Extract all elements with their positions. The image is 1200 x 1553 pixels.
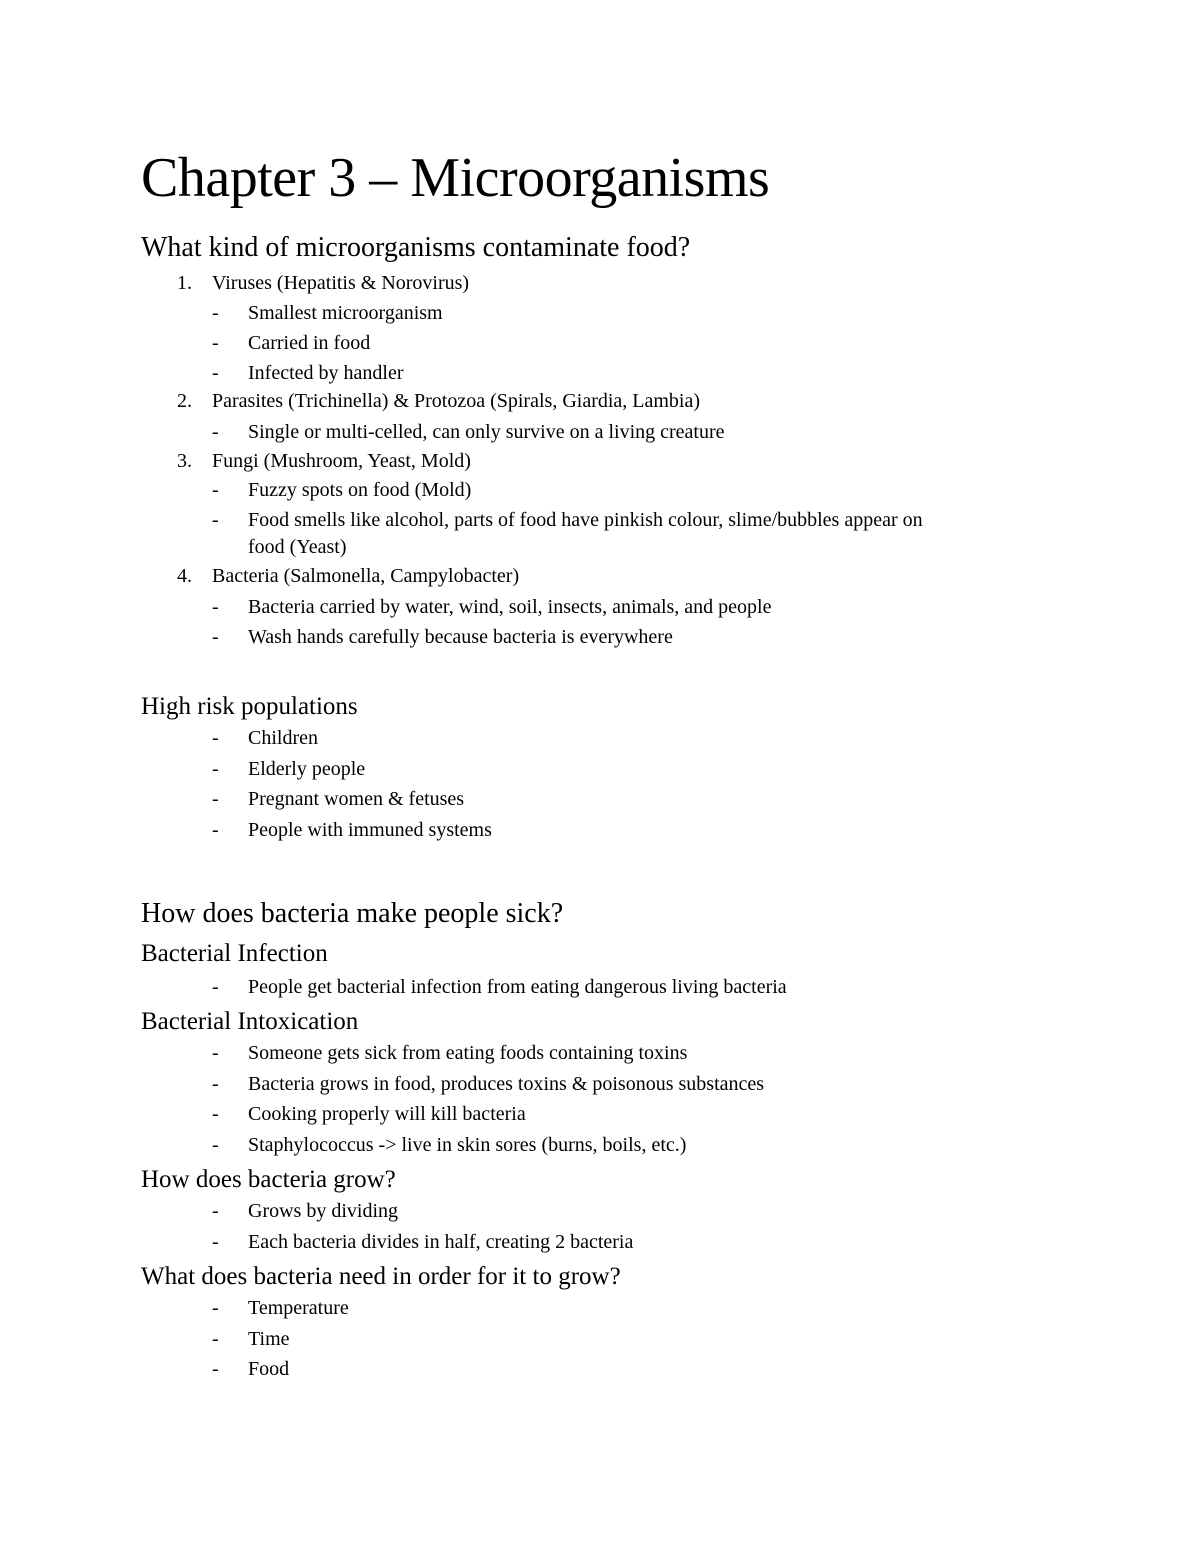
list-number: 4. [177,565,192,587]
list-number: 1. [177,272,192,294]
bullet-dash: - [212,1073,219,1095]
bullet-dash: - [212,362,219,384]
bullet-dash: - [212,1328,219,1350]
sub-list-item: Carried in food [248,332,371,354]
list-item: Grows by dividing [248,1200,398,1222]
sub-list-item: Food smells like alcohol, parts of food have pinkish colour, slime/bubbles appear on [248,509,923,531]
list-item: Pregnant women & fetuses [248,788,465,810]
bullet-dash: - [212,788,219,810]
subheading-bacteria-grow: How does bacteria grow? [141,1166,396,1193]
bullet-dash: - [212,479,219,501]
list-item: Bacteria grows in food, produces toxins & poisonous substances [248,1073,765,1095]
sub-list-item: Single or multi-celled, can only survive on a living creature [248,421,725,443]
list-item: Temperature [248,1297,349,1319]
bullet-dash: - [212,727,219,749]
list-item: Someone gets sick from eating foods containing toxins [248,1042,688,1064]
list-item: Fungi (Mushroom, Yeast, Mold) [212,450,471,472]
bullet-dash: - [212,1134,219,1156]
page-title: Chapter 3 – Microorganisms [141,147,770,209]
sub-list-item: Wash hands carefully because bacteria is everywhere [248,626,673,648]
sub-list-item: Bacteria carried by water, wind, soil, insects, animals, and people [248,596,772,618]
sub-list-item: Fuzzy spots on food (Mold) [248,479,472,501]
bullet-dash: - [212,509,219,531]
list-item: People with immuned systems [248,819,492,841]
bullet-dash: - [212,819,219,841]
sub-list-item: Infected by handler [248,362,404,384]
bullet-dash: - [212,1231,219,1253]
list-item: Elderly people [248,758,366,780]
section-heading-high-risk: High risk populations [141,693,358,720]
subheading-bacteria-needs: What does bacteria need in order for it to grow? [141,1263,621,1290]
list-number: 3. [177,450,192,472]
list-item: Time [248,1328,290,1350]
subheading-bacterial-intoxication: Bacterial Intoxication [141,1008,359,1035]
sub-list-item: Smallest microorganism [248,302,443,324]
list-item: Food [248,1358,290,1380]
bullet-dash: - [212,1103,219,1125]
subheading-bacterial-infection: Bacterial Infection [141,940,328,967]
list-item: Children [248,727,318,749]
list-item: Staphylococcus -> live in skin sores (burns, boils, etc.) [248,1134,687,1156]
bullet-dash: - [212,626,219,648]
bullet-dash: - [212,302,219,324]
bullet-dash: - [212,758,219,780]
list-item: Each bacteria divides in half, creating 2 bacteria [248,1231,634,1253]
list-item: Cooking properly will kill bacteria [248,1103,526,1125]
bullet-dash: - [212,1200,219,1222]
section-heading-microorganisms: What kind of microorganisms contaminate food? [141,232,691,263]
bullet-dash: - [212,421,219,443]
bullet-dash: - [212,332,219,354]
bullet-dash: - [212,1297,219,1319]
list-item: People get bacterial infection from eating dangerous living bacteria [248,976,787,998]
bullet-dash: - [212,1358,219,1380]
list-item: Viruses (Hepatitis & Norovirus) [212,272,470,294]
bullet-dash: - [212,596,219,618]
bullet-dash: - [212,1042,219,1064]
list-item: Bacteria (Salmonella, Campylobacter) [212,565,520,587]
list-number: 2. [177,390,192,412]
sub-list-item-continuation: food (Yeast) [248,536,347,558]
list-item: Parasites (Trichinella) & Protozoa (Spirals, Giardia, Lambia) [212,390,701,412]
section-heading-bacteria-sick: How does bacteria make people sick? [141,898,564,929]
bullet-dash: - [212,976,219,998]
